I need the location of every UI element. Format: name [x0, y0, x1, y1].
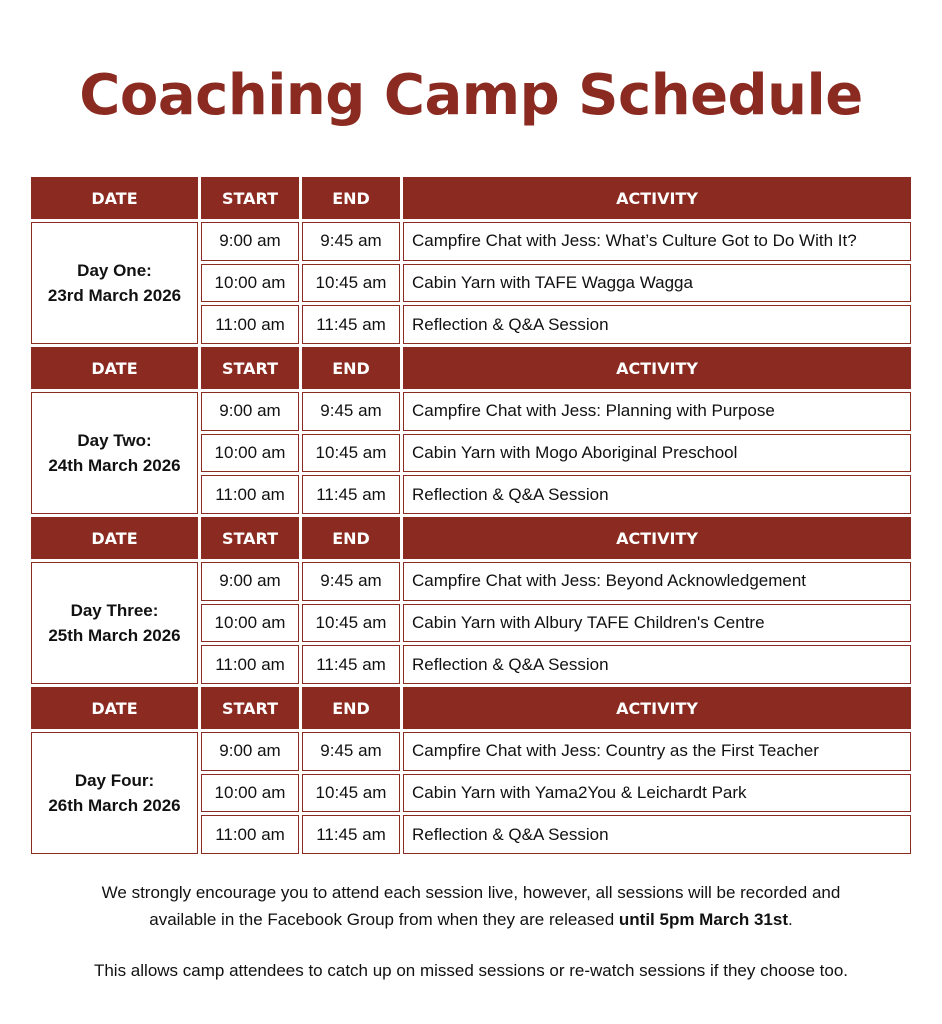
- day-name: Day Three:: [70, 601, 159, 620]
- day-name: Day Four:: [74, 771, 155, 790]
- page-title: Coaching Camp Schedule: [79, 63, 863, 128]
- catch-up-notice: This allows camp attendees to catch up on missed sessions or re-watch sessions if they choose too.: [93, 961, 849, 980]
- end-time: 9:45 am: [302, 562, 400, 601]
- day-date: 25th March 2026: [48, 626, 181, 645]
- activity: Reflection & Q&A Session: [403, 305, 911, 344]
- start-time: 10:00 am: [201, 774, 299, 813]
- start-time: 11:00 am: [201, 815, 299, 854]
- header-date: DATE: [31, 347, 198, 389]
- end-time: 9:45 am: [302, 392, 400, 431]
- table-row: [201, 264, 911, 303]
- header-row: [31, 687, 911, 729]
- end-time: 11:45 am: [302, 645, 400, 684]
- header-date: DATE: [31, 177, 198, 219]
- day-name: Day Two:: [77, 431, 152, 450]
- table-row: [201, 604, 911, 643]
- header-activity: ACTIVITY: [403, 687, 911, 729]
- start-time: 9:00 am: [201, 392, 299, 431]
- activity: Campfire Chat with Jess: Beyond Acknowledgement: [403, 562, 911, 601]
- end-time: 9:45 am: [302, 732, 400, 771]
- day-block-1: [31, 222, 911, 344]
- activity: Cabin Yarn with Albury TAFE Children's Centre: [403, 604, 911, 643]
- start-time: 11:00 am: [201, 305, 299, 344]
- activity: Reflection & Q&A Session: [403, 645, 911, 684]
- header-row: [31, 347, 911, 389]
- start-time: 9:00 am: [201, 732, 299, 771]
- start-time: 11:00 am: [201, 475, 299, 514]
- day-cell: [31, 222, 198, 344]
- start-time: 10:00 am: [201, 434, 299, 473]
- end-time: 11:45 am: [302, 305, 400, 344]
- end-time: 10:45 am: [302, 434, 400, 473]
- day-block-4: [31, 732, 911, 854]
- header-end: END: [302, 517, 400, 559]
- notice-line-2-end: .: [788, 910, 793, 929]
- schedule-table: [31, 177, 911, 857]
- header-start: START: [201, 347, 299, 389]
- header-end: END: [302, 177, 400, 219]
- table-row: [201, 774, 911, 813]
- day-block-2: [31, 392, 911, 514]
- header-activity: ACTIVITY: [403, 517, 911, 559]
- activity: Reflection & Q&A Session: [403, 475, 911, 514]
- deadline-text: until 5pm March 31st: [618, 910, 789, 929]
- session-list: [201, 732, 911, 854]
- activity: Cabin Yarn with Mogo Aboriginal Preschool: [403, 434, 911, 473]
- table-row: [201, 305, 911, 344]
- activity: Cabin Yarn with TAFE Wagga Wagga: [403, 264, 911, 303]
- day-cell: [31, 392, 198, 514]
- activity: Campfire Chat with Jess: Country as the First Teacher: [403, 732, 911, 771]
- day-cell: [31, 732, 198, 854]
- start-time: 9:00 am: [201, 562, 299, 601]
- activity: Cabin Yarn with Yama2You & Leichardt Park: [403, 774, 911, 813]
- table-row: [201, 645, 911, 684]
- end-time: 11:45 am: [302, 475, 400, 514]
- session-list: [201, 392, 911, 514]
- header-start: START: [201, 687, 299, 729]
- day-block-3: [31, 562, 911, 684]
- header-activity: ACTIVITY: [403, 177, 911, 219]
- header-end: END: [302, 347, 400, 389]
- session-list: [201, 222, 911, 344]
- header-end: END: [302, 687, 400, 729]
- end-time: 10:45 am: [302, 604, 400, 643]
- activity: Campfire Chat with Jess: Planning with Purpose: [403, 392, 911, 431]
- start-time: 10:00 am: [201, 264, 299, 303]
- day-cell: [31, 562, 198, 684]
- end-time: 9:45 am: [302, 222, 400, 261]
- header-date: DATE: [31, 517, 198, 559]
- end-time: 10:45 am: [302, 774, 400, 813]
- notice-line-2-text: available in the Facebook Group from when they are released: [149, 910, 619, 929]
- end-time: 10:45 am: [302, 264, 400, 303]
- session-list: [201, 562, 911, 684]
- header-row: [31, 177, 911, 219]
- activity: Reflection & Q&A Session: [403, 815, 911, 854]
- table-row: [201, 434, 911, 473]
- table-row: [201, 732, 911, 771]
- day-date: 24th March 2026: [48, 456, 181, 475]
- header-date: DATE: [31, 687, 198, 729]
- header-row: [31, 517, 911, 559]
- start-time: 10:00 am: [201, 604, 299, 643]
- start-time: 11:00 am: [201, 645, 299, 684]
- day-name: Day One:: [77, 261, 152, 280]
- header-start: START: [201, 517, 299, 559]
- notice-line-2: [0, 906, 942, 933]
- table-row: [201, 222, 911, 261]
- table-row: [201, 562, 911, 601]
- day-date: 26th March 2026: [48, 796, 181, 815]
- activity: Campfire Chat with Jess: What’s Culture Got to Do With It?: [403, 222, 911, 261]
- header-start: START: [201, 177, 299, 219]
- notice-line-1: We strongly encourage you to attend each session live, however, all sessions will be recorded and: [101, 883, 841, 902]
- end-time: 11:45 am: [302, 815, 400, 854]
- table-row: [201, 392, 911, 431]
- day-date: 23rd March 2026: [47, 286, 182, 305]
- start-time: 9:00 am: [201, 222, 299, 261]
- header-activity: ACTIVITY: [403, 347, 911, 389]
- table-row: [201, 815, 911, 854]
- recording-notice: [0, 879, 942, 933]
- table-row: [201, 475, 911, 514]
